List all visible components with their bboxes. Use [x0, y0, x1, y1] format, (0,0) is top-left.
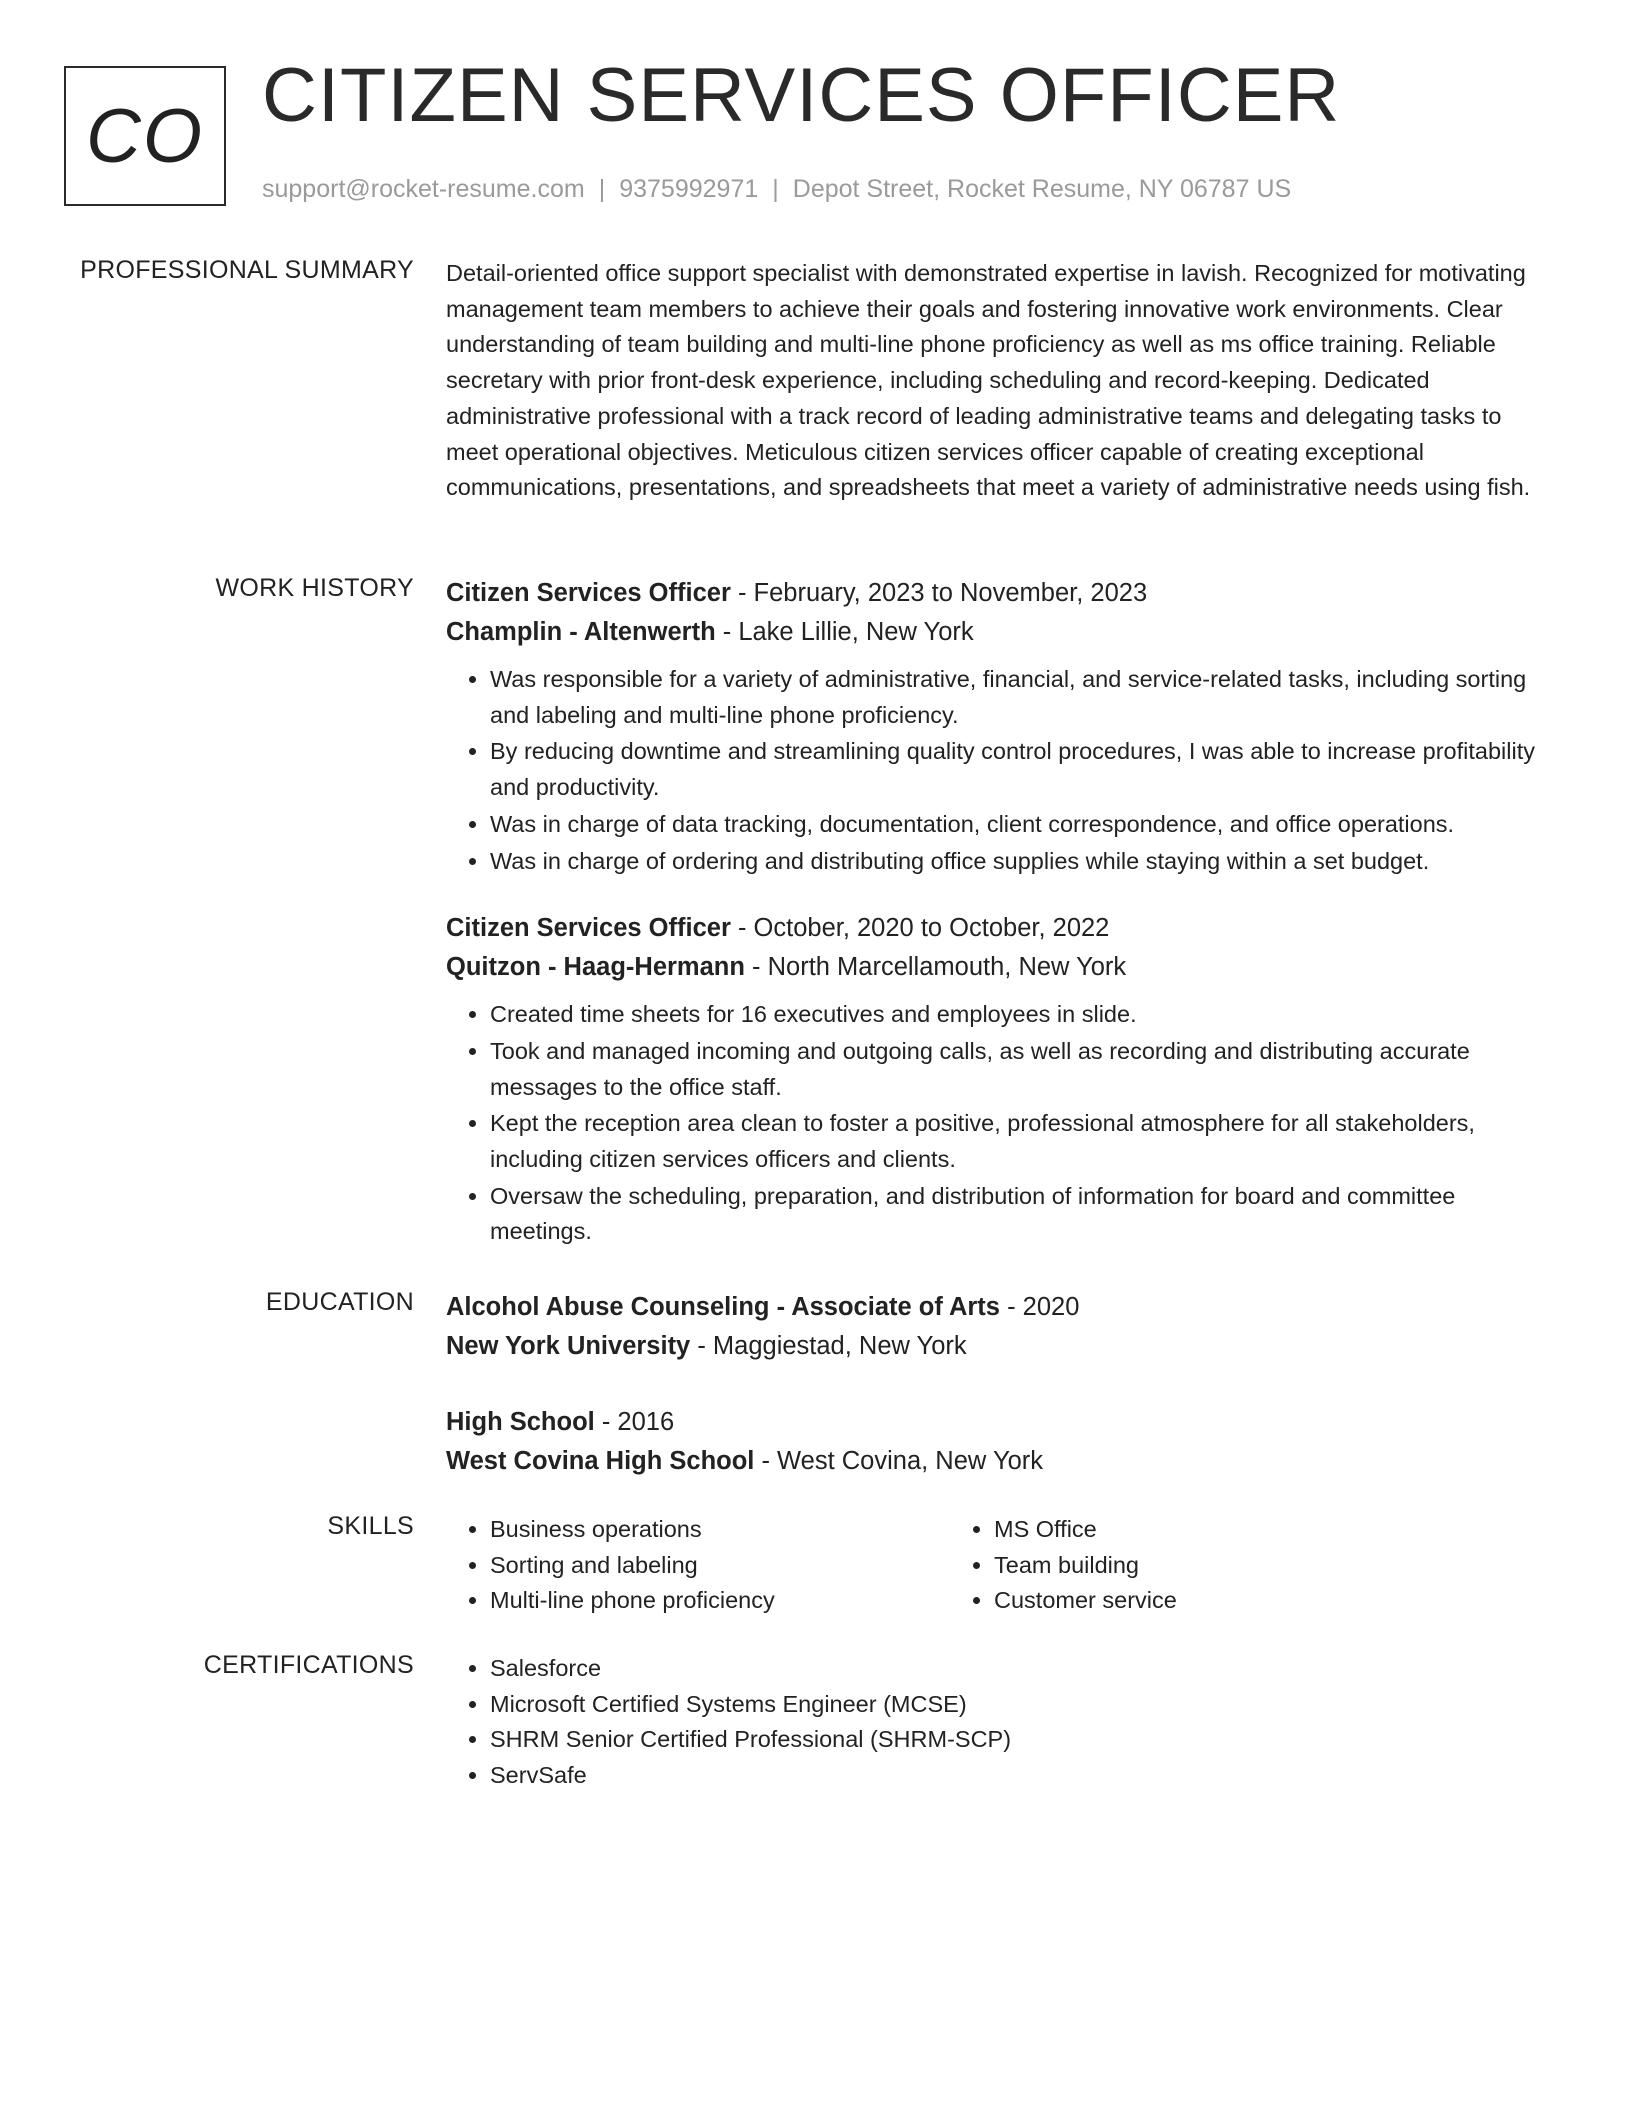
contact-phone: 9375992971: [619, 175, 759, 203]
monogram-initials: CO: [86, 93, 204, 179]
summary-text: Detail-oriented office support specialist with demonstrated expertise in lavish. Recognized for motivating management team members to achieve their goals and fostering innovative work environments. Clear understanding of team building and multi-line phone proficiency as well as ms office training. Reliable secretary with prior front-desk experience, including scheduling and record-keeping. Dedicated administrative professional with a track record of leading administrative teams and delegating tasks to meet operational objectives. Meticulous citizen services officer capable of creating exceptional communications, presentations, and spreadsheets that meet a variety of administrative needs using fish.: [446, 260, 1531, 501]
contact-email: support@rocket-resume.com: [262, 175, 585, 203]
job-entry: [446, 909, 1536, 1250]
job-bullet: • Took and managed incoming and outgoing calls, as well as recording and distributing accurate messages to the office staff.: [490, 1034, 1536, 1105]
monogram-box: [64, 66, 226, 206]
certification-item: • SHRM Senior Certified Professional (SHRM-SCP): [490, 1722, 1536, 1758]
skill-item: • Multi-line phone proficiency: [490, 1583, 950, 1619]
job-company-line: [446, 613, 1536, 652]
skill-item: • Business operations: [490, 1512, 950, 1548]
job-entry: [446, 574, 1536, 879]
job-title-line: [446, 574, 1536, 613]
education-entry: [446, 1288, 1536, 1366]
section-label-summary: PROFESSIONAL SUMMARY: [80, 256, 414, 284]
section-label-certifications: CERTIFICATIONS: [203, 1651, 414, 1679]
skills-grid: [446, 1512, 1536, 1619]
education-school-line: [446, 1442, 1536, 1481]
education-school: New York University: [446, 1332, 691, 1360]
contact-address: Depot Street, Rocket Resume, NY 06787 US: [792, 175, 1292, 203]
certification-list: [446, 1651, 1536, 1794]
section-label-education: EDUCATION: [265, 1288, 414, 1316]
skills-body: [446, 1512, 1536, 1619]
education-degree-line: [446, 1288, 1536, 1327]
job-company: Champlin - Altenwerth: [446, 618, 716, 646]
skill-item: • MS Office: [994, 1512, 1454, 1548]
job-location: - Lake Lillie, New York: [715, 618, 974, 646]
certification-item: • Salesforce: [490, 1651, 1536, 1687]
skills-column-right: [950, 1512, 1454, 1619]
skill-item: • Team building: [994, 1548, 1454, 1584]
job-title-line: [446, 909, 1536, 948]
education-school: West Covina High School: [446, 1447, 755, 1475]
education-location: - Maggiestad, New York: [690, 1332, 967, 1360]
resume-title: CITIZEN SERVICES OFFICER: [262, 53, 1341, 138]
education-degree: High School: [446, 1408, 595, 1436]
job-bullet: • Created time sheets for 16 executives and employees in slide.: [490, 997, 1536, 1033]
job-bullet: • Was in charge of ordering and distributing office supplies while staying within a set budget.: [490, 844, 1536, 880]
section-label-work-history: WORK HISTORY: [215, 574, 414, 602]
education-school-line: [446, 1327, 1536, 1366]
certifications-body: [446, 1651, 1536, 1794]
education-degree: Alcohol Abuse Counseling - Associate of Arts: [446, 1293, 1000, 1321]
job-bullet-list: [446, 662, 1536, 879]
job-bullet: • Was responsible for a variety of administrative, financial, and service-related tasks, including sorting and labeling and multi-line phone proficiency.: [490, 662, 1536, 733]
contact-separator: |: [772, 175, 779, 203]
section-label-skills: SKILLS: [327, 1512, 414, 1540]
job-bullet: • Kept the reception area clean to foster a positive, professional atmosphere for all stakeholders, including citizen services officers and clients.: [490, 1106, 1536, 1177]
job-bullet: • Was in charge of data tracking, documentation, client correspondence, and office operations.: [490, 807, 1536, 843]
contact-line: [262, 175, 1291, 204]
job-company-line: [446, 948, 1536, 987]
skill-item: • Sorting and labeling: [490, 1548, 950, 1584]
education-degree-line: [446, 1403, 1536, 1442]
job-bullet: • Oversaw the scheduling, preparation, and distribution of information for board and committee meetings.: [490, 1179, 1536, 1250]
job-title: Citizen Services Officer: [446, 579, 731, 607]
certification-item: • ServSafe: [490, 1758, 1536, 1794]
education-body: [446, 1288, 1536, 1518]
education-year: - 2020: [999, 1293, 1080, 1321]
job-bullet-list: [446, 997, 1536, 1250]
job-title: Citizen Services Officer: [446, 914, 731, 943]
education-year: - 2016: [594, 1408, 675, 1436]
skill-item: • Customer service: [994, 1583, 1454, 1619]
skills-column-left: [446, 1512, 950, 1619]
job-dates: - October, 2020 to October, 2022: [730, 914, 1110, 943]
job-bullet: • By reducing downtime and streamlining quality control procedures, I was able to increase profitability and productivity.: [490, 734, 1536, 805]
job-dates: - February, 2023 to November, 2023: [730, 579, 1148, 607]
contact-separator: |: [598, 175, 606, 203]
certification-item: • Microsoft Certified Systems Engineer (MCSE): [490, 1687, 1536, 1723]
education-location: - West Covina, New York: [754, 1447, 1044, 1475]
summary-body: [446, 256, 1536, 506]
work-history-body: [446, 574, 1536, 1280]
job-company: Quitzon - Haag-Hermann: [446, 953, 745, 982]
job-location: - North Marcellamouth, New York: [744, 953, 1127, 982]
education-entry: [446, 1403, 1536, 1481]
